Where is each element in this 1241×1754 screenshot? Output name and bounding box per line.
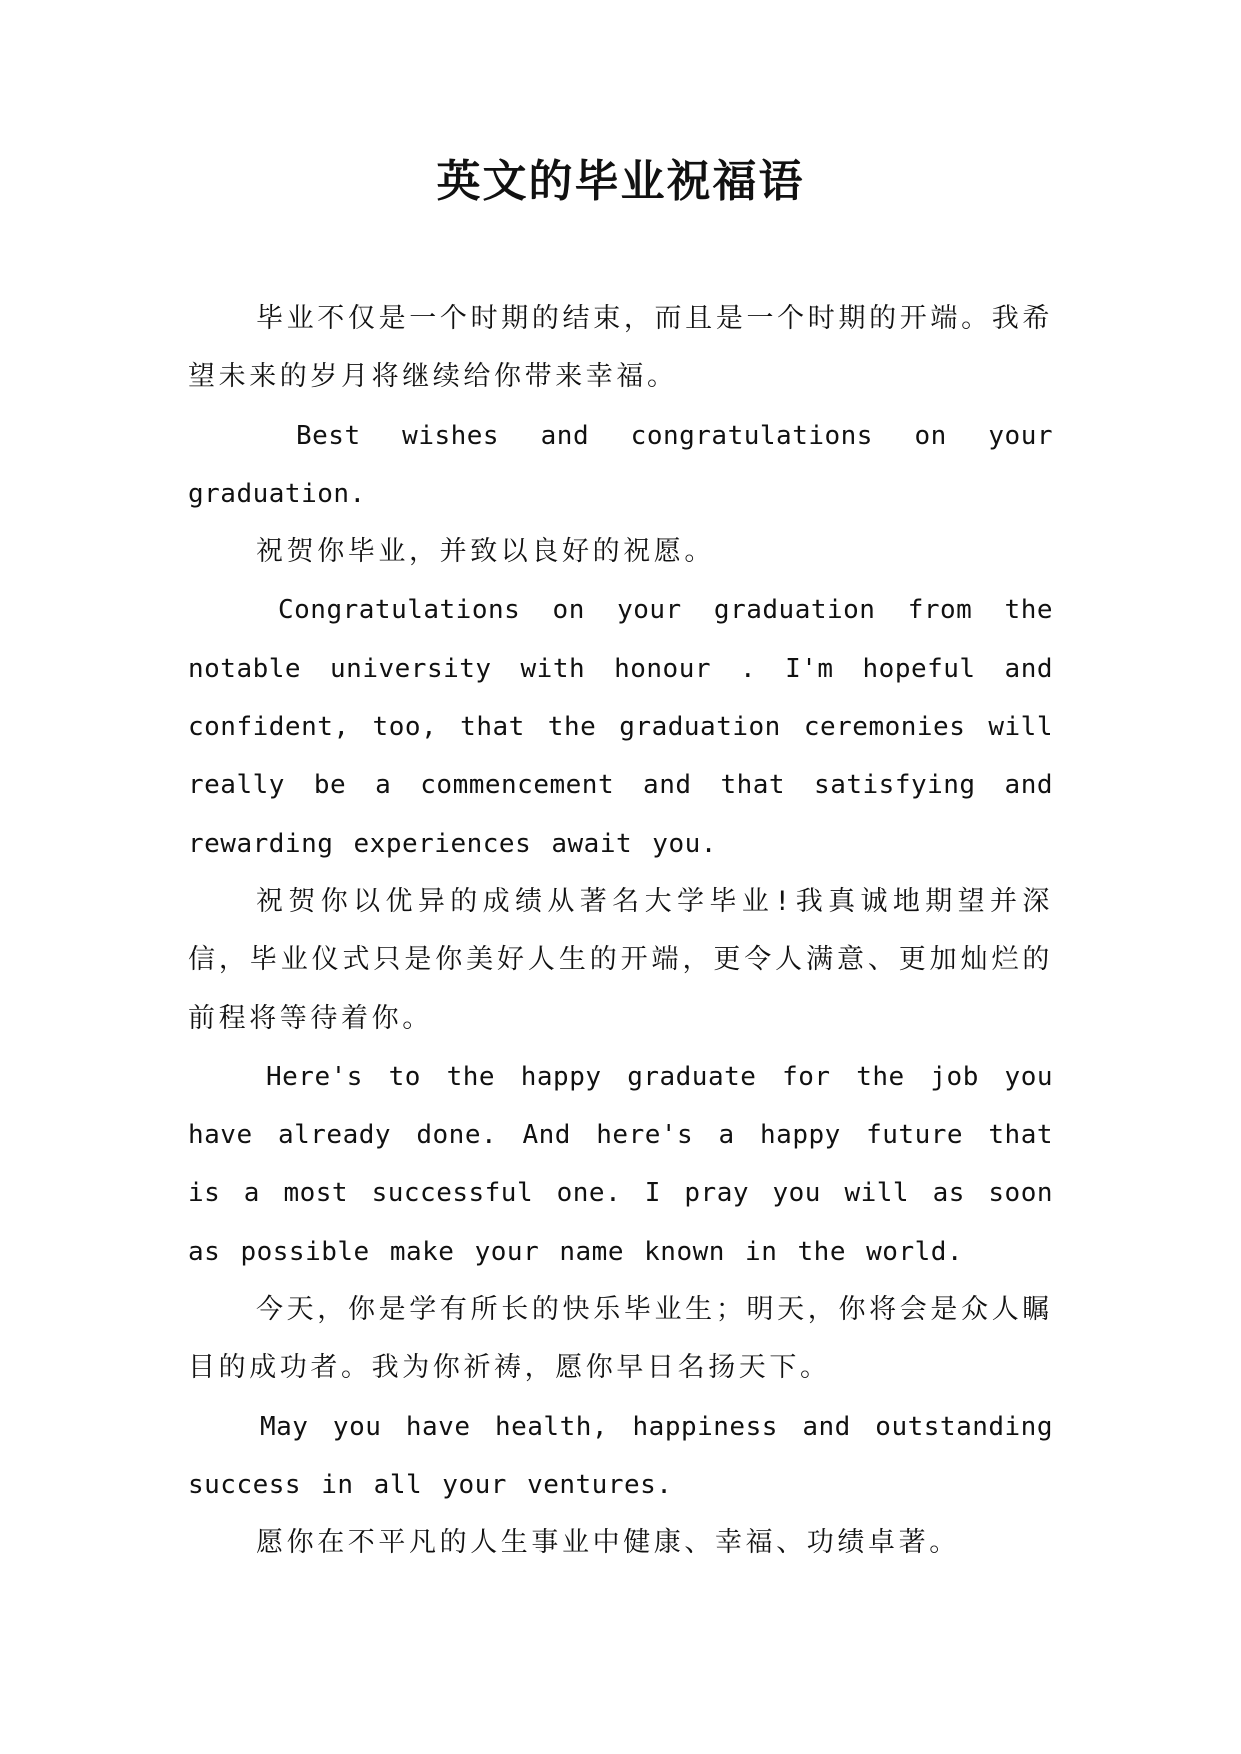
document-body <box>188 290 1053 1573</box>
document-title: 英文的毕业祝福语 <box>436 156 805 207</box>
paragraph-health-happiness-zh: 愿你在不平凡的人生事业中健康、幸福、功绩卓著。 <box>256 1527 960 1559</box>
paragraph-graduation-beginning-zh: 毕业不仅是一个时期的结束，而且是一个时期的开端。我希望未来的岁月将继续给你带来幸福。 <box>188 303 1053 393</box>
paragraph-happy-graduate-zh: 今天，你是学有所长的快乐毕业生；明天，你将会是众人瞩目的成功者。我为你祈祷，愿你早日名扬天下。 <box>188 1294 1053 1384</box>
paragraph-notable-university-zh: 祝贺你以优异的成绩从著名大学毕业!我真诚地期望并深信，毕业仪式只是你美好人生的开端，更令人满意、更加灿烂的前程将等待着你。 <box>188 885 1053 1034</box>
paragraph-best-wishes-en: Best wishes and congratulations on your graduation. <box>188 420 1053 509</box>
paragraph-health-happiness-en: May you have health, happiness and outstanding success in all your ventures. <box>188 1411 1053 1500</box>
paragraph-happy-graduate-en: Here's to the happy graduate for the job you have already done. And here's a happy future that is a most successful one. I pray you will as soon as possible make your name known in the world. <box>188 1061 1053 1267</box>
paragraph-notable-university-en: Congratulations on your graduation from the notable university with honour . I'm hopeful and confident, too, that the graduation ceremonies will really be a commencement and that satisfying and rewarding experiences await you. <box>188 595 1053 859</box>
paragraph-best-wishes-zh: 祝贺你毕业，并致以良好的祝愿。 <box>256 536 715 568</box>
